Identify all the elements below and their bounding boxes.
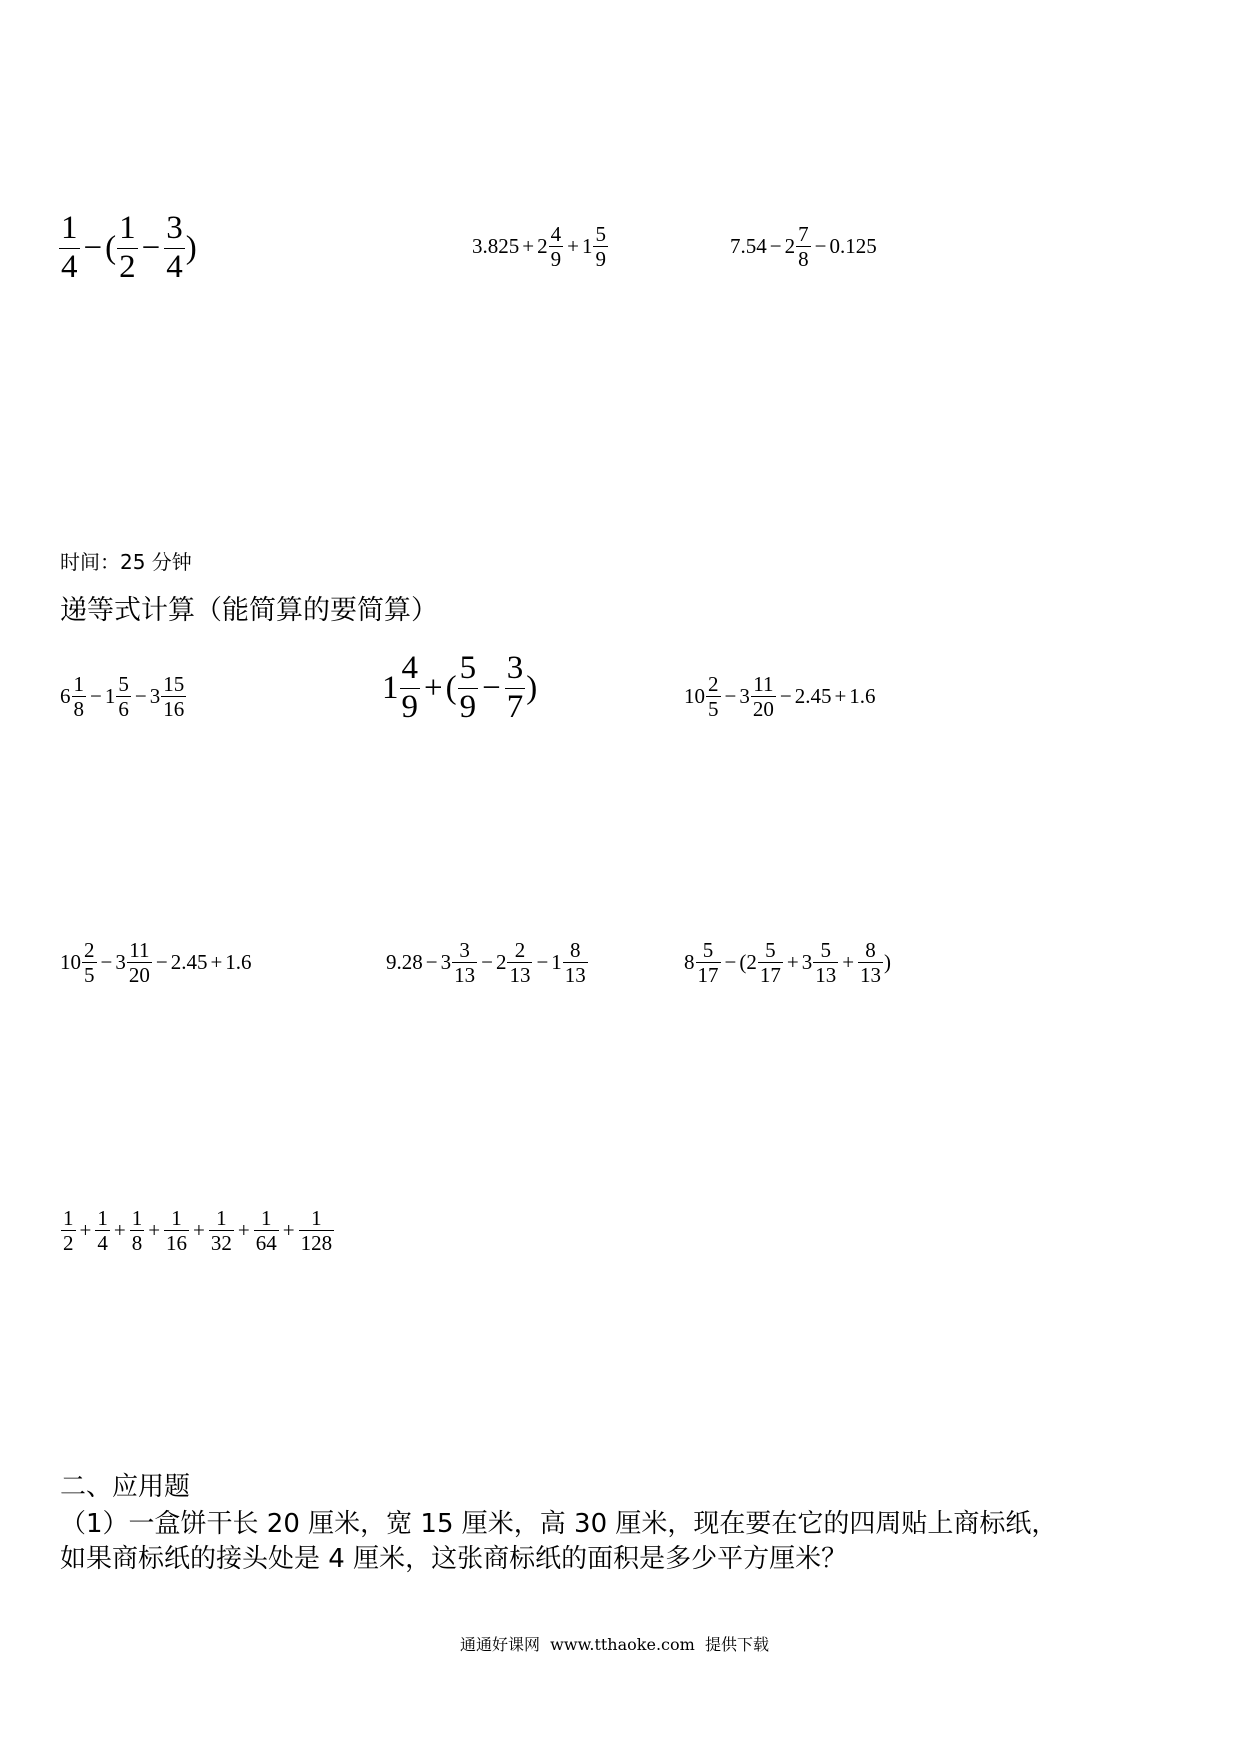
- fraction: [209, 1206, 234, 1255]
- operator: −: [724, 684, 737, 709]
- whole-part: 3: [115, 950, 126, 975]
- denominator: 6: [118, 697, 129, 722]
- fraction: [706, 672, 721, 721]
- denominator: 128: [300, 1231, 333, 1256]
- expr-row2-2: [386, 938, 589, 987]
- numerator: 8: [865, 938, 876, 962]
- operator: +: [786, 950, 799, 975]
- whole-part: 1: [551, 950, 562, 975]
- fraction: [458, 650, 479, 727]
- denominator: 13: [564, 963, 586, 988]
- operator: +: [522, 234, 535, 259]
- footer-source: 通通好课网 www.tthaoke.com 提供下载: [460, 1635, 769, 1654]
- numerator: 2: [84, 938, 95, 962]
- fraction: [130, 1206, 145, 1255]
- denominator: 7: [506, 688, 524, 725]
- operator: −: [724, 950, 737, 975]
- operator: −: [482, 669, 501, 706]
- number: 9.28: [386, 950, 423, 975]
- numerator: 5: [595, 222, 606, 246]
- numerator: 1: [119, 210, 136, 246]
- fraction: [161, 672, 186, 721]
- whole-part: 3: [149, 684, 161, 709]
- numerator: 5: [459, 650, 477, 686]
- operator: +: [282, 1218, 295, 1243]
- fraction: [82, 938, 97, 987]
- denominator: 13: [509, 963, 531, 988]
- operator: +: [79, 1218, 92, 1243]
- section-title: 递等式计算（能简算的要简算）: [60, 595, 438, 626]
- numerator: 3: [506, 650, 524, 686]
- numerator: 3: [459, 938, 470, 962]
- operator: −: [134, 684, 147, 709]
- whole-part: 2: [784, 234, 796, 259]
- whole-part: 6: [60, 684, 71, 709]
- operator: −: [536, 950, 549, 975]
- fraction: [400, 650, 421, 727]
- operator: +: [237, 1218, 250, 1243]
- number: 2.45: [794, 684, 832, 709]
- fraction: [299, 1206, 335, 1255]
- whole-part: 10: [60, 950, 81, 975]
- operator: −: [769, 234, 782, 259]
- denominator: 4: [166, 248, 183, 285]
- denominator: 8: [131, 1231, 143, 1256]
- number: 3.825: [472, 234, 520, 259]
- denominator: 13: [815, 963, 837, 988]
- denominator: 20: [752, 697, 774, 722]
- denominator: 17: [759, 963, 781, 988]
- operator: +: [424, 669, 443, 706]
- whole-part: 1: [104, 684, 116, 709]
- denominator: 17: [697, 963, 719, 988]
- operator: −: [155, 950, 168, 975]
- expr-top-2: [472, 222, 609, 271]
- numerator: 1: [97, 1206, 108, 1230]
- numerator: 1: [216, 1206, 227, 1230]
- paren: (: [105, 229, 117, 266]
- numerator: 2: [708, 672, 719, 696]
- operator: +: [193, 1218, 205, 1243]
- fraction: [505, 650, 526, 727]
- numerator: 11: [753, 672, 774, 696]
- expr-top-1: [58, 210, 197, 287]
- fraction: [61, 1206, 76, 1255]
- fraction: [452, 938, 477, 987]
- denominator: 64: [255, 1231, 277, 1256]
- fraction: [507, 938, 532, 987]
- denominator: 9: [595, 247, 606, 272]
- denominator: 2: [119, 248, 136, 285]
- number: 2.45: [170, 950, 208, 975]
- fraction: [696, 938, 721, 987]
- paren: (: [739, 950, 747, 975]
- operator: −: [83, 229, 103, 266]
- numerator: 1: [73, 672, 84, 696]
- denominator: 5: [84, 963, 95, 988]
- operator: +: [834, 684, 847, 709]
- whole-part: 2: [495, 950, 507, 975]
- fraction: [563, 938, 588, 987]
- operator: −: [779, 684, 792, 709]
- expr-row3-series: [60, 1206, 335, 1255]
- fraction: [116, 672, 131, 721]
- denominator: 9: [550, 247, 562, 272]
- numerator: 5: [765, 938, 776, 962]
- whole-part: 10: [684, 684, 705, 709]
- numerator: 3: [166, 210, 183, 246]
- numerator: 1: [61, 210, 78, 246]
- operator: +: [210, 950, 223, 975]
- paren: ): [185, 229, 197, 266]
- denominator: 13: [454, 963, 476, 988]
- denominator: 32: [210, 1231, 232, 1256]
- denominator: 9: [401, 688, 418, 725]
- operator: +: [113, 1218, 126, 1243]
- denominator: 9: [459, 688, 477, 725]
- fraction: [95, 1206, 110, 1255]
- time-label: 时间：25 分钟: [60, 550, 192, 574]
- numerator: 15: [163, 672, 185, 696]
- fraction: [549, 222, 564, 271]
- number: 1.6: [849, 684, 876, 709]
- fraction: [593, 222, 608, 271]
- operator: +: [148, 1218, 161, 1243]
- fraction: [751, 672, 776, 721]
- fraction: [813, 938, 838, 987]
- numerator: 7: [798, 222, 809, 246]
- denominator: 13: [860, 963, 882, 988]
- numerator: 4: [550, 222, 562, 246]
- numerator: 1: [131, 1206, 143, 1230]
- whole-part: 3: [801, 950, 813, 975]
- numerator: 5: [702, 938, 714, 962]
- expr-row1-3: [684, 672, 876, 721]
- fraction: [117, 210, 138, 287]
- number: 1.6: [225, 950, 252, 975]
- denominator: 16: [163, 697, 185, 722]
- applied-q1-line1: （1）一盒饼干长 20 厘米，宽 15 厘米，高 30 厘米，现在要在它的四周贴上商标纸，: [60, 1509, 1058, 1539]
- applied-q1-line2: 如果商标纸的接头处是 4 厘米，这张商标纸的面积是多少平方厘米？: [60, 1544, 848, 1574]
- operator: +: [842, 950, 855, 975]
- numerator: 1: [260, 1206, 272, 1230]
- denominator: 2: [63, 1231, 74, 1256]
- number: 0.125: [829, 234, 877, 259]
- fraction: [254, 1206, 279, 1255]
- denominator: 8: [73, 697, 84, 722]
- number: 7.54: [730, 234, 767, 259]
- expr-row1-2: [382, 650, 537, 727]
- paren: ): [526, 669, 538, 706]
- denominator: 4: [97, 1231, 108, 1256]
- whole-part: 2: [537, 234, 548, 259]
- fraction: [858, 938, 883, 987]
- numerator: 1: [63, 1206, 74, 1230]
- numerator: 8: [570, 938, 581, 962]
- paren: ): [884, 950, 892, 975]
- fraction: [796, 222, 811, 271]
- numerator: 4: [401, 650, 418, 686]
- fraction: [164, 210, 185, 287]
- denominator: 8: [798, 247, 809, 272]
- operator: −: [481, 950, 493, 975]
- numerator: 1: [171, 1206, 182, 1230]
- fraction: [758, 938, 783, 987]
- applied-title: 二、应用题: [60, 1472, 191, 1502]
- fraction: [164, 1206, 189, 1255]
- expr-row2-1: [60, 938, 252, 987]
- whole-part: 2: [746, 950, 757, 975]
- whole-part: 3: [440, 950, 452, 975]
- numerator: 11: [129, 938, 150, 962]
- numerator: 2: [514, 938, 526, 962]
- operator: +: [567, 234, 579, 259]
- numerator: 1: [311, 1206, 322, 1230]
- operator: −: [814, 234, 827, 259]
- paren: (: [445, 669, 457, 706]
- denominator: 4: [61, 248, 78, 285]
- fraction: [127, 938, 152, 987]
- operator: −: [425, 950, 438, 975]
- numerator: 5: [820, 938, 831, 962]
- operator: −: [90, 684, 102, 709]
- expr-top-3: [730, 222, 877, 271]
- whole-part: 1: [581, 234, 593, 259]
- numerator: 5: [118, 672, 129, 696]
- denominator: 20: [128, 963, 150, 988]
- expr-row2-3: [684, 938, 891, 987]
- denominator: 16: [166, 1231, 188, 1256]
- denominator: 5: [708, 697, 719, 722]
- fraction: [72, 672, 87, 721]
- whole-part: 3: [739, 684, 750, 709]
- expr-row1-1: [60, 672, 187, 721]
- fraction: [59, 210, 80, 287]
- operator: −: [100, 950, 113, 975]
- whole-part: 8: [684, 950, 695, 975]
- operator: −: [141, 229, 161, 266]
- whole-part: 1: [382, 669, 399, 706]
